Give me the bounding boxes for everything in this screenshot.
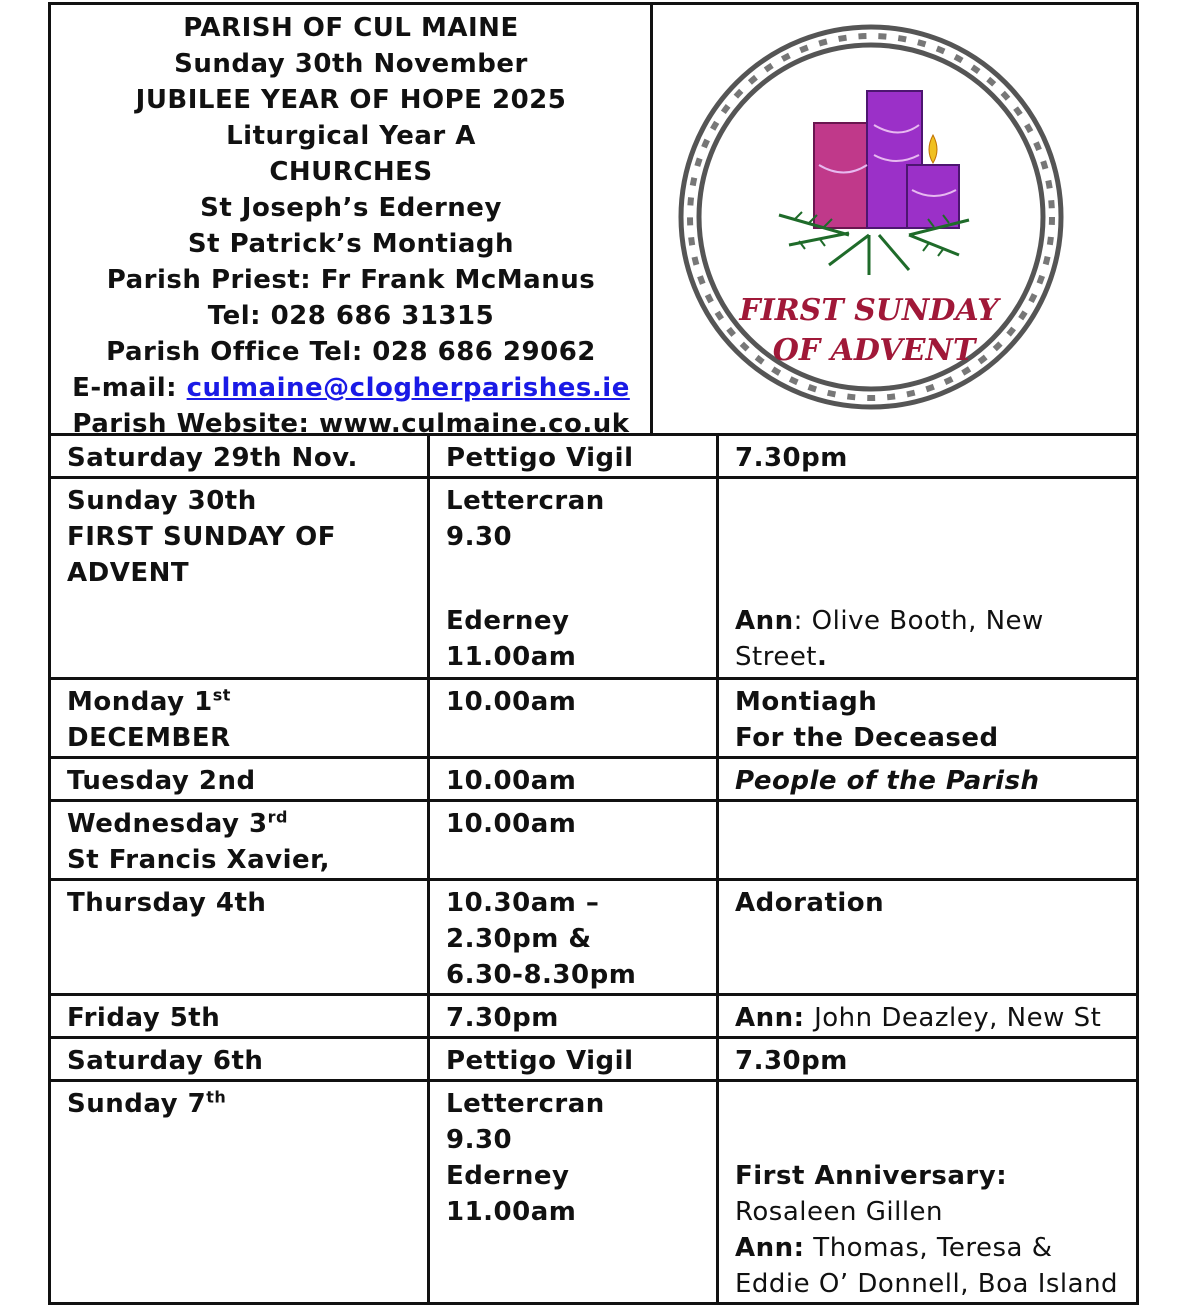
day-text: Monday 1 [67,687,213,717]
email-line [51,370,651,406]
ann-text: : Olive Booth, New Street [735,606,1044,672]
logo-line-1: FIRST SUNDAY [739,293,999,328]
feast-text: St Francis Xavier, [67,845,330,875]
ann-label: Ann: [735,1233,805,1263]
ann-text: Thomas, Teresa & Eddie O’ Donnell, Boa Island [735,1233,1119,1299]
intention-cell: People of the Parish [718,758,1138,801]
ann-end: . [817,642,828,672]
note-text: Montiagh [735,687,878,717]
time-text: 9.30 [446,522,513,552]
day-cell: Saturday 6th [50,1038,429,1081]
note-cell [718,801,1138,880]
note-cell [718,995,1138,1038]
day-cell [50,679,429,758]
day-text: Sunday 30th [67,486,257,516]
parish-info [51,5,651,439]
month-text: DECEMBER [67,723,231,753]
table-row [50,880,1138,995]
bulletin-page [48,2,1139,1299]
email-label: E-mail: [72,373,187,403]
ann-text: John Deazley, New St [814,1003,1102,1033]
location-text: Ederney [446,1161,570,1191]
table-row [50,995,1138,1038]
day-suffix: rd [267,807,288,827]
day-cell: Thursday 4th [50,880,429,995]
day-text: Sunday 7 [67,1089,207,1119]
day-cell [50,478,429,679]
location-text: Lettercran [446,1089,605,1119]
advent-candles-logo [669,15,1073,419]
parish-priest: Parish Priest: Fr Frank McManus [106,265,596,295]
note-cell [718,679,1138,758]
office-telephone: Parish Office Tel: 028 686 29062 [106,337,596,367]
website-link[interactable]: www.culmaine.co.uk [318,409,630,439]
churches-heading: CHURCHES [269,157,433,187]
location-text: Ederney [446,606,570,636]
day-cell: Saturday 29th Nov. [50,436,429,478]
day-cell [50,1081,429,1304]
note-cell [718,478,1138,679]
day-cell [50,801,429,880]
telephone: Tel: 028 686 31315 [207,301,495,331]
location-text: Lettercran [446,486,605,516]
ann-label: Ann: [735,1003,815,1033]
feast-text: FIRST SUNDAY OF ADVENT [67,522,337,588]
time-text: 11.00am [446,1197,577,1227]
table-row [50,436,1138,478]
note-cell: Adoration [718,880,1138,995]
time-cell: 10.00am [429,679,718,758]
table-row [50,679,1138,758]
time-cell: 10.00am [429,801,718,880]
jubilee-line: JUBILEE YEAR OF HOPE 2025 [135,85,567,115]
time-text: 6.30-8.30pm [446,960,637,990]
time-cell: 10.00am [429,758,718,801]
day-text: Wednesday 3 [67,809,268,839]
website-label: Parish Website: [72,409,319,439]
parish-title: PARISH OF CUL MAINE [183,13,519,43]
anniversary-text: Rosaleen Gillen [735,1197,944,1227]
church-montiagh: St Patrick’s Montiagh [187,229,515,259]
time-cell: 7.30pm [429,995,718,1038]
mass-schedule-table [48,436,1139,1305]
table-row [50,478,1138,679]
church-ederney: St Joseph’s Ederney [200,193,502,223]
note-cell: 7.30pm [718,1038,1138,1081]
intention-text: For the Deceased [735,723,999,753]
time-text: 9.30 [446,1125,513,1155]
table-row [50,1081,1138,1304]
day-suffix: th [206,1087,227,1107]
location-cell [429,478,718,679]
table-row [50,1038,1138,1081]
table-row [50,801,1138,880]
location-cell: Pettigo Vigil [429,436,718,478]
ann-label: Ann [735,606,794,636]
day-cell: Friday 5th [50,995,429,1038]
time-text: 11.00am [446,642,577,672]
table-row [50,758,1138,801]
email-link[interactable]: culmaine@clogherparishes.ie [186,373,630,403]
time-text: 10.30am – [446,888,600,918]
bulletin-date: Sunday 30th November [174,49,528,79]
candles [814,91,959,228]
liturgical-year: Liturgical Year A [226,121,476,151]
header-divider [650,5,653,436]
anniversary-label: First Anniversary: [735,1161,1008,1191]
time-text: 2.30pm & [446,924,592,954]
logo-line-2: OF ADVENT [772,333,976,368]
note-cell: 7.30pm [718,436,1138,478]
day-cell: Tuesday 2nd [50,758,429,801]
location-cell: Pettigo Vigil [429,1038,718,1081]
location-cell [429,1081,718,1304]
day-suffix: st [212,685,231,705]
note-cell [718,1081,1138,1304]
time-cell [429,880,718,995]
header-box [48,2,1139,439]
